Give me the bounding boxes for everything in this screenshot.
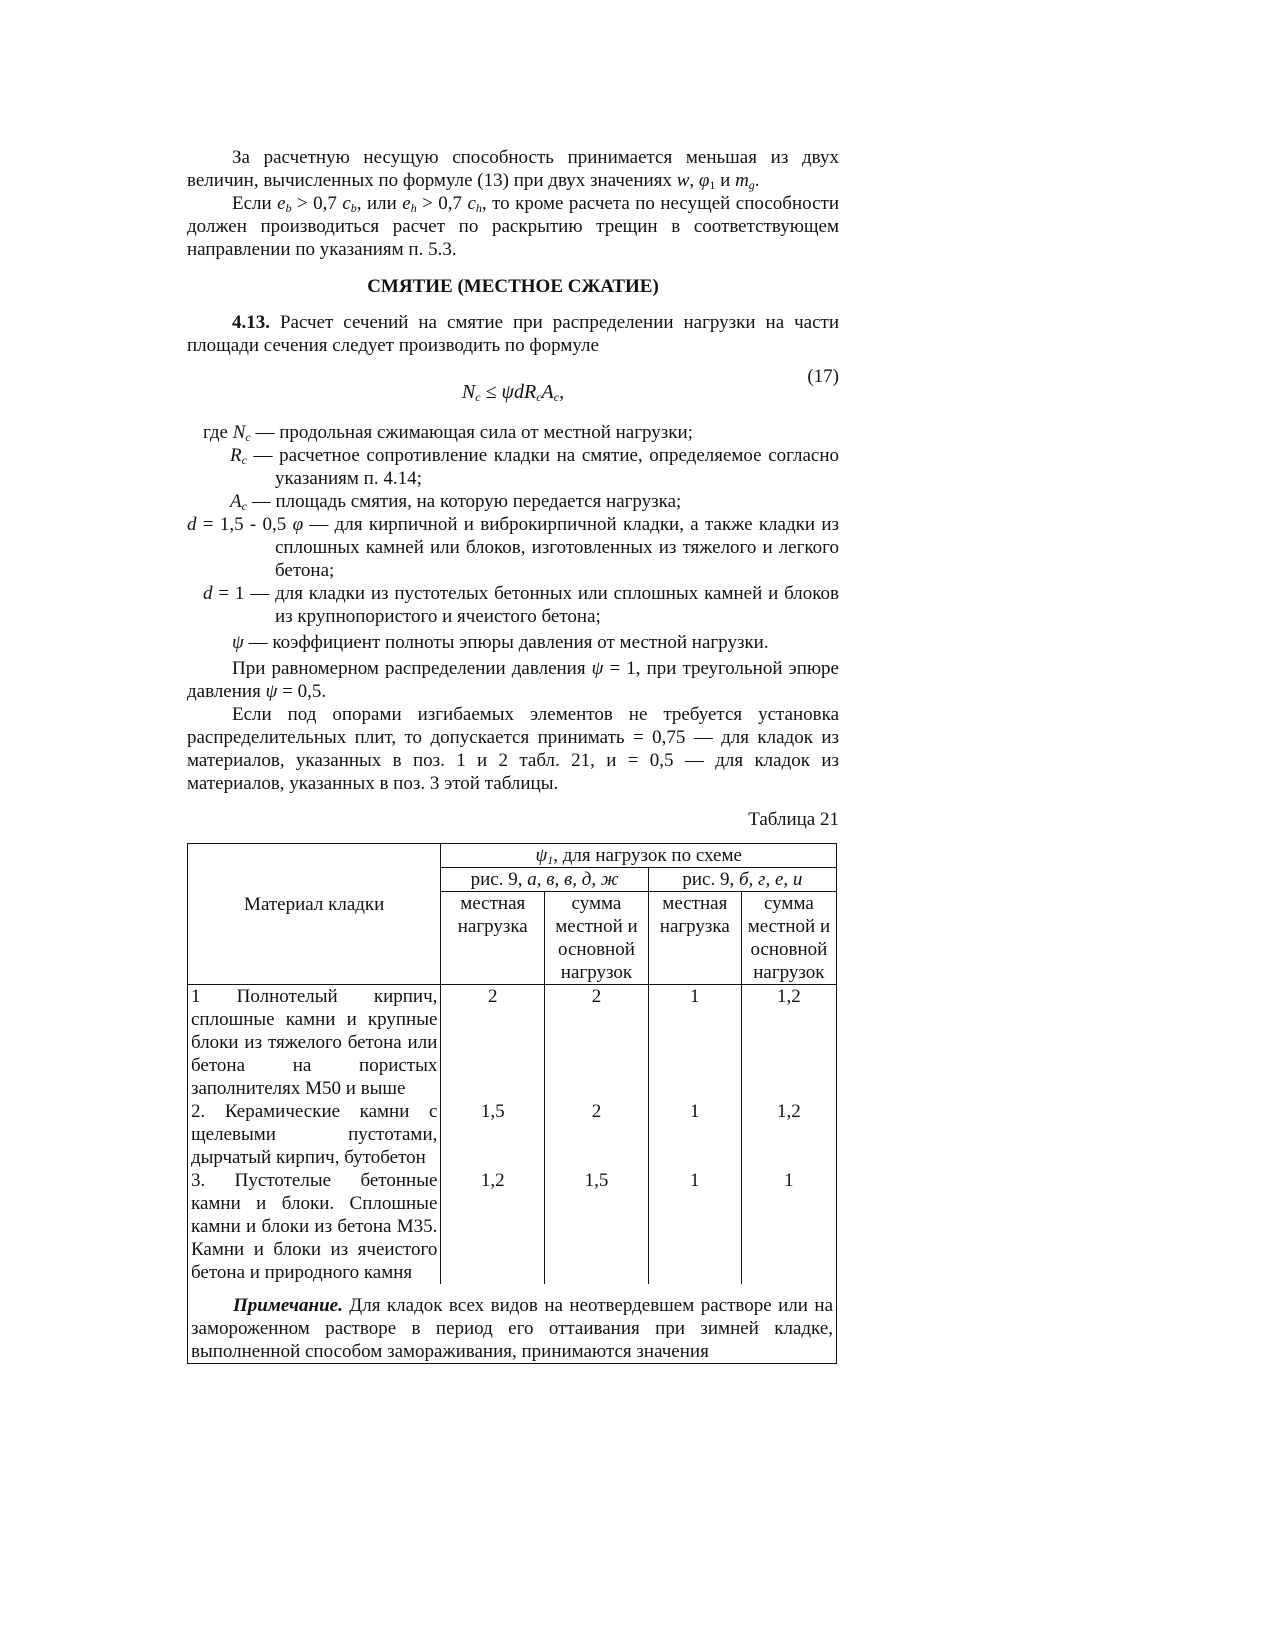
row-value: 2: [545, 985, 649, 1101]
header-psi-group: $\psi_1$, для нагрузок по схеме: [441, 844, 837, 868]
table-row: [188, 1169, 837, 1284]
definition-psi: ψ — коэффициент полноты эпюры давления от местной нагрузки.: [232, 632, 769, 653]
row-value: 1: [741, 1169, 836, 1284]
row-value: 1,5: [441, 1100, 545, 1169]
section-heading: СМЯТИЕ (МЕСТНОЕ СЖАТИЕ): [367, 276, 659, 297]
table-row: [188, 985, 837, 1101]
row-value: 1,2: [441, 1169, 545, 1284]
row-material: 2. Керамические камни с щелевыми пустотами, дырчатый кирпич, бутобетон: [188, 1100, 441, 1169]
paragraph-bearing-capacity: За расчетную несущую способность принимается меньшая из двух величин, вычисленных по формуле (13) при двух значениях w, $\varphi_1$ и $m_g$.: [187, 147, 839, 192]
row-value: 1,2: [741, 1100, 836, 1169]
definitions-list: [187, 421, 839, 654]
formula-number: (17): [807, 366, 839, 387]
formula-block: [187, 365, 839, 415]
definition-nc: где $N_c$ — продольная сжимающая сила от местной нагрузки;: [203, 422, 693, 444]
table-row: [188, 1100, 837, 1169]
row-material: 3. Пустотелые бетонные камни и блоки. Сплошные камни и блоки из бетона М35. Камни и блоки из ячеистого бетона и природного камня: [188, 1169, 441, 1284]
row-value: 1: [648, 1169, 741, 1284]
row-value: 1,5: [545, 1169, 649, 1284]
header-sum-load-1: сумма местной и основной нагрузок: [545, 892, 649, 985]
paragraph-crack-check: Если $e_b > 0,7$ $c_b$, или $e_h > 0,7$ $c_h$, то кроме расчета по несущей способности должен производиться расчет по раскрытию трещин в соответствующем направлении по указаниям п. 5.3.: [187, 193, 839, 260]
definition-d2: d = 1 — для кладки из пустотелых бетонных или сплошных камней и блоков из крупнопористого и ячеистого бетона;: [203, 583, 839, 627]
header-local-load-2: местная нагрузка: [648, 892, 741, 985]
table-21: [187, 843, 837, 1364]
header-scheme-2: рис. 9, б, г, е, и: [648, 868, 836, 892]
document-page: [187, 146, 839, 1364]
header-scheme-1: рис. 9, а, в, в, д, ж: [441, 868, 648, 892]
row-value: 1: [648, 985, 741, 1101]
table-note: Примечание. Для кладок всех видов на неотвердевшем растворе или на замороженном растворе в период его оттаивания при зимней кладке, выполненной способом замораживания, принимаются значения: [188, 1284, 837, 1364]
table-caption: Таблица 21: [748, 809, 839, 830]
formula: $N_c \le \psi dR_cA_c$,: [461, 381, 565, 404]
row-value: 1: [648, 1100, 741, 1169]
definition-rc: $R_c$ — расчетное сопротивление кладки на смятие, определяемое согласно указаниям п. 4.14;: [230, 445, 839, 489]
header-local-load-1: местная нагрузка: [441, 892, 545, 985]
row-value: 2: [545, 1100, 649, 1169]
row-value: 2: [441, 985, 545, 1101]
paragraph-distribution-plates: Если под опорами изгибаемых элементов не требуется установка распределительных плит, то допускается принимать = 0,75 — для кладок из материалов, указанных в поз. 1 и 2 табл. 21, и = 0,5 — для кладок из материалов, указанных в поз. 3 этой таблицы.: [187, 704, 839, 794]
definition-d1: d = 1,5 - 0,5 φ — для кирпичной и виброкирпичной кладки, а также кладки из сплошных камней или блоков, изготовленных из тяжелого и легкого бетона;: [187, 514, 840, 581]
row-material: 1 Полнотелый кирпич, сплошные камни и крупные блоки из тяжелого бетона или бетона на пористых заполнителях М50 и выше: [188, 985, 441, 1101]
paragraph-uniform-pressure: При равномерном распределении давления ψ = 1, при треугольной эпюре давления ψ = 0,5.: [187, 658, 839, 702]
paragraph-4-13: 4.13. Расчет сечений на смятие при распределении нагрузки на части площади сечения следует производить по формуле: [187, 312, 839, 356]
definition-ac: $A_c$ — площадь смятия, на которую передается нагрузка;: [230, 491, 682, 513]
row-value: 1,2: [741, 985, 836, 1101]
header-material: Материал кладки: [188, 844, 441, 985]
header-sum-load-2: сумма местной и основной нагрузок: [741, 892, 836, 985]
